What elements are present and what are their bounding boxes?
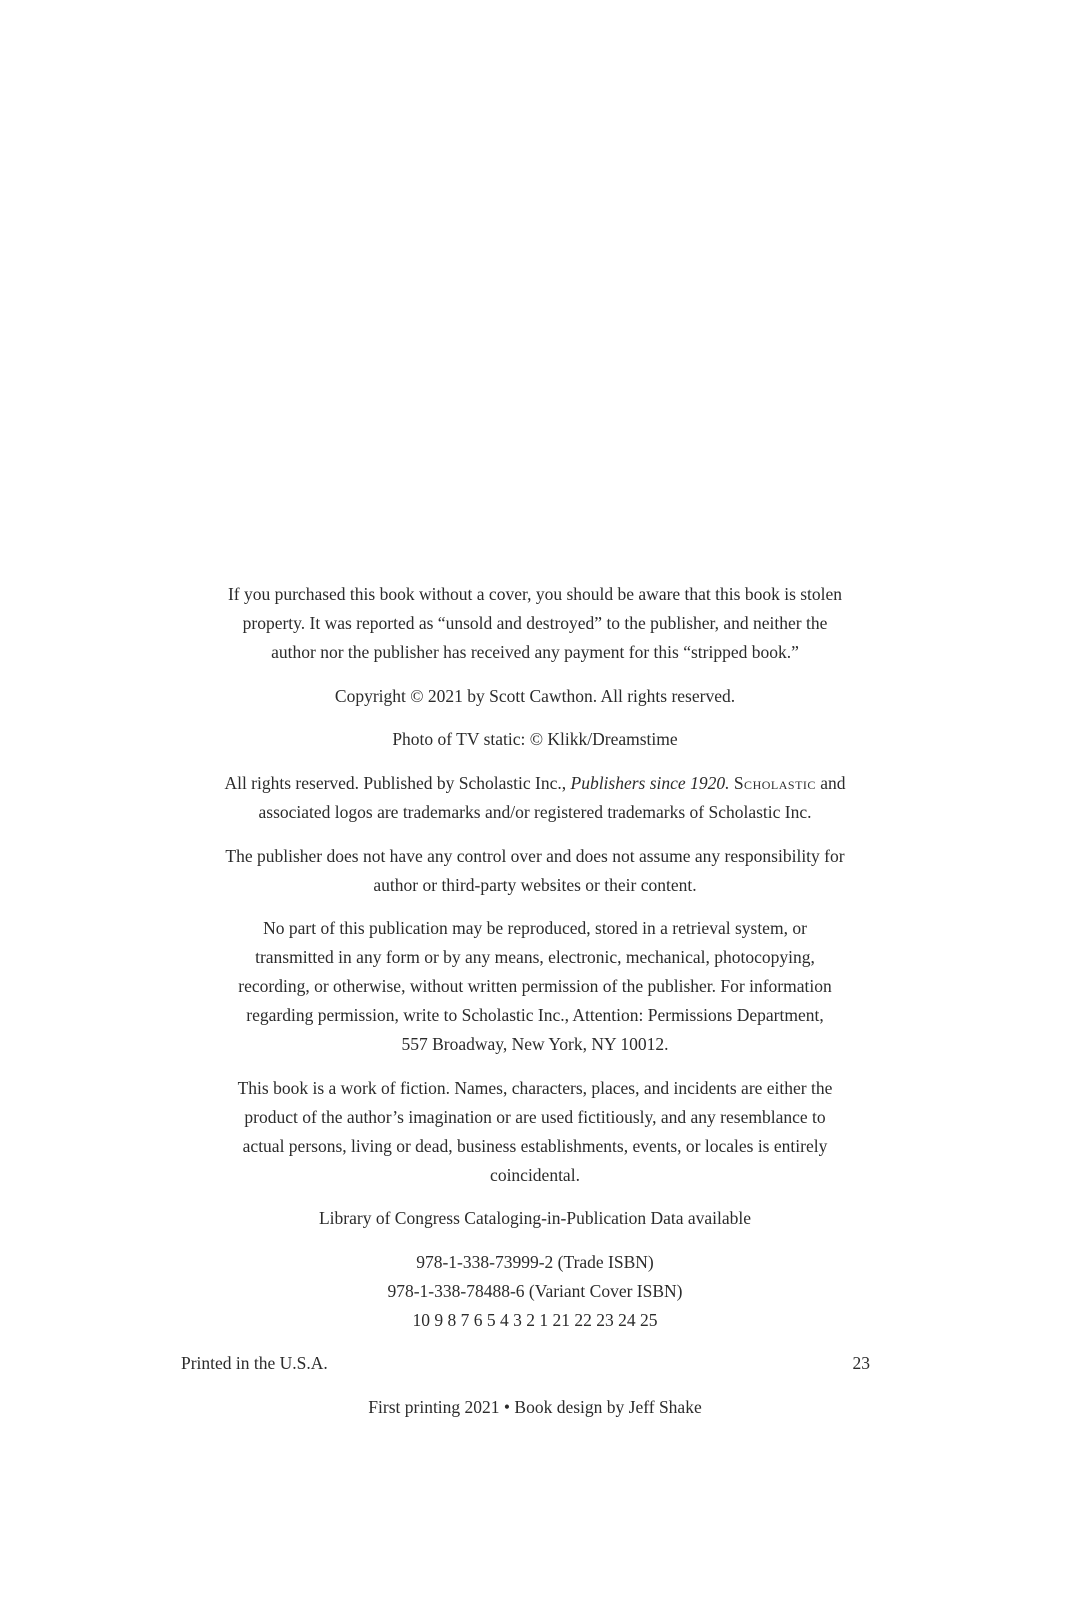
fiction-line-2: product of the author’s imagination or are used fictitiously, and any resemblance to [244,1107,826,1127]
library-of-congress-notice [185,1204,885,1233]
trademark-notice [185,769,885,827]
responsibility-notice [185,842,885,900]
publishers-since-text: Publishers since 1920. [570,773,730,793]
print-line: 10 9 8 7 6 5 4 3 2 1 21 22 23 24 25 [412,1310,658,1330]
library-of-congress-line: Library of Congress Cataloging-in-Publication Data available [318,1208,752,1228]
first-printing-line: First printing 2021 • Book design by Jeff Shake [368,1397,702,1417]
fiction-disclaimer [185,1074,885,1190]
trademark-suffix: and [820,773,846,793]
stripped-book-notice [185,580,885,667]
page-number: 23 [852,1353,870,1373]
printing-credits [185,1393,885,1422]
responsibility-line-2: author or third-party websites or their content. [373,875,697,895]
photo-credit [185,725,885,754]
permissions-notice [185,914,885,1059]
stripped-notice-line-3: author nor the publisher has received any payment for this “stripped book.” [271,642,799,662]
responsibility-line-1: The publisher does not have any control over and does not assume any responsibility for [225,846,845,866]
photo-credit-line: Photo of TV static: © Klikk/Dreamstime [392,729,678,749]
permissions-line-5: 557 Broadway, New York, NY 10012. [401,1034,669,1054]
isbn-block [185,1248,885,1335]
permissions-line-3: recording, or otherwise, without written permission of the publisher. For information [238,976,832,996]
copyright-notice [185,682,885,711]
fiction-line-1: This book is a work of fiction. Names, characters, places, and incidents are either the [237,1078,833,1098]
printed-in-usa: Printed in the U.S.A. [181,1353,328,1373]
copyright-line: Copyright © 2021 by Scott Cawthon. All rights reserved. [334,686,736,706]
fiction-line-3: actual persons, living or dead, business establishments, events, or locales is entirely [242,1136,828,1156]
trademark-line-2: associated logos are trademarks and/or registered trademarks of Scholastic Inc. [258,802,812,822]
trademark-prefix: All rights reserved. Published by Scholastic Inc., [224,773,571,793]
scholastic-wordmark: Scholastic [733,773,816,793]
stripped-notice-line-1: If you purchased this book without a cover, you should be aware that this book is stolen [227,584,843,604]
permissions-line-2: transmitted in any form or by any means, electronic, mechanical, photocopying, [255,947,815,967]
trademark-line-1 [185,769,885,798]
stripped-notice-line-2: property. It was reported as “unsold and destroyed” to the publisher, and neither the [242,613,828,633]
fiction-line-4: coincidental. [490,1165,580,1185]
permissions-line-1: No part of this publication may be reproduced, stored in a retrieval system, or [263,918,807,938]
permissions-line-4: regarding permission, write to Scholastic Inc., Attention: Permissions Department, [246,1005,824,1025]
trade-isbn: 978-1-338-73999-2 (Trade ISBN) [416,1252,654,1272]
variant-cover-isbn: 978-1-338-78488-6 (Variant Cover ISBN) [387,1281,683,1301]
